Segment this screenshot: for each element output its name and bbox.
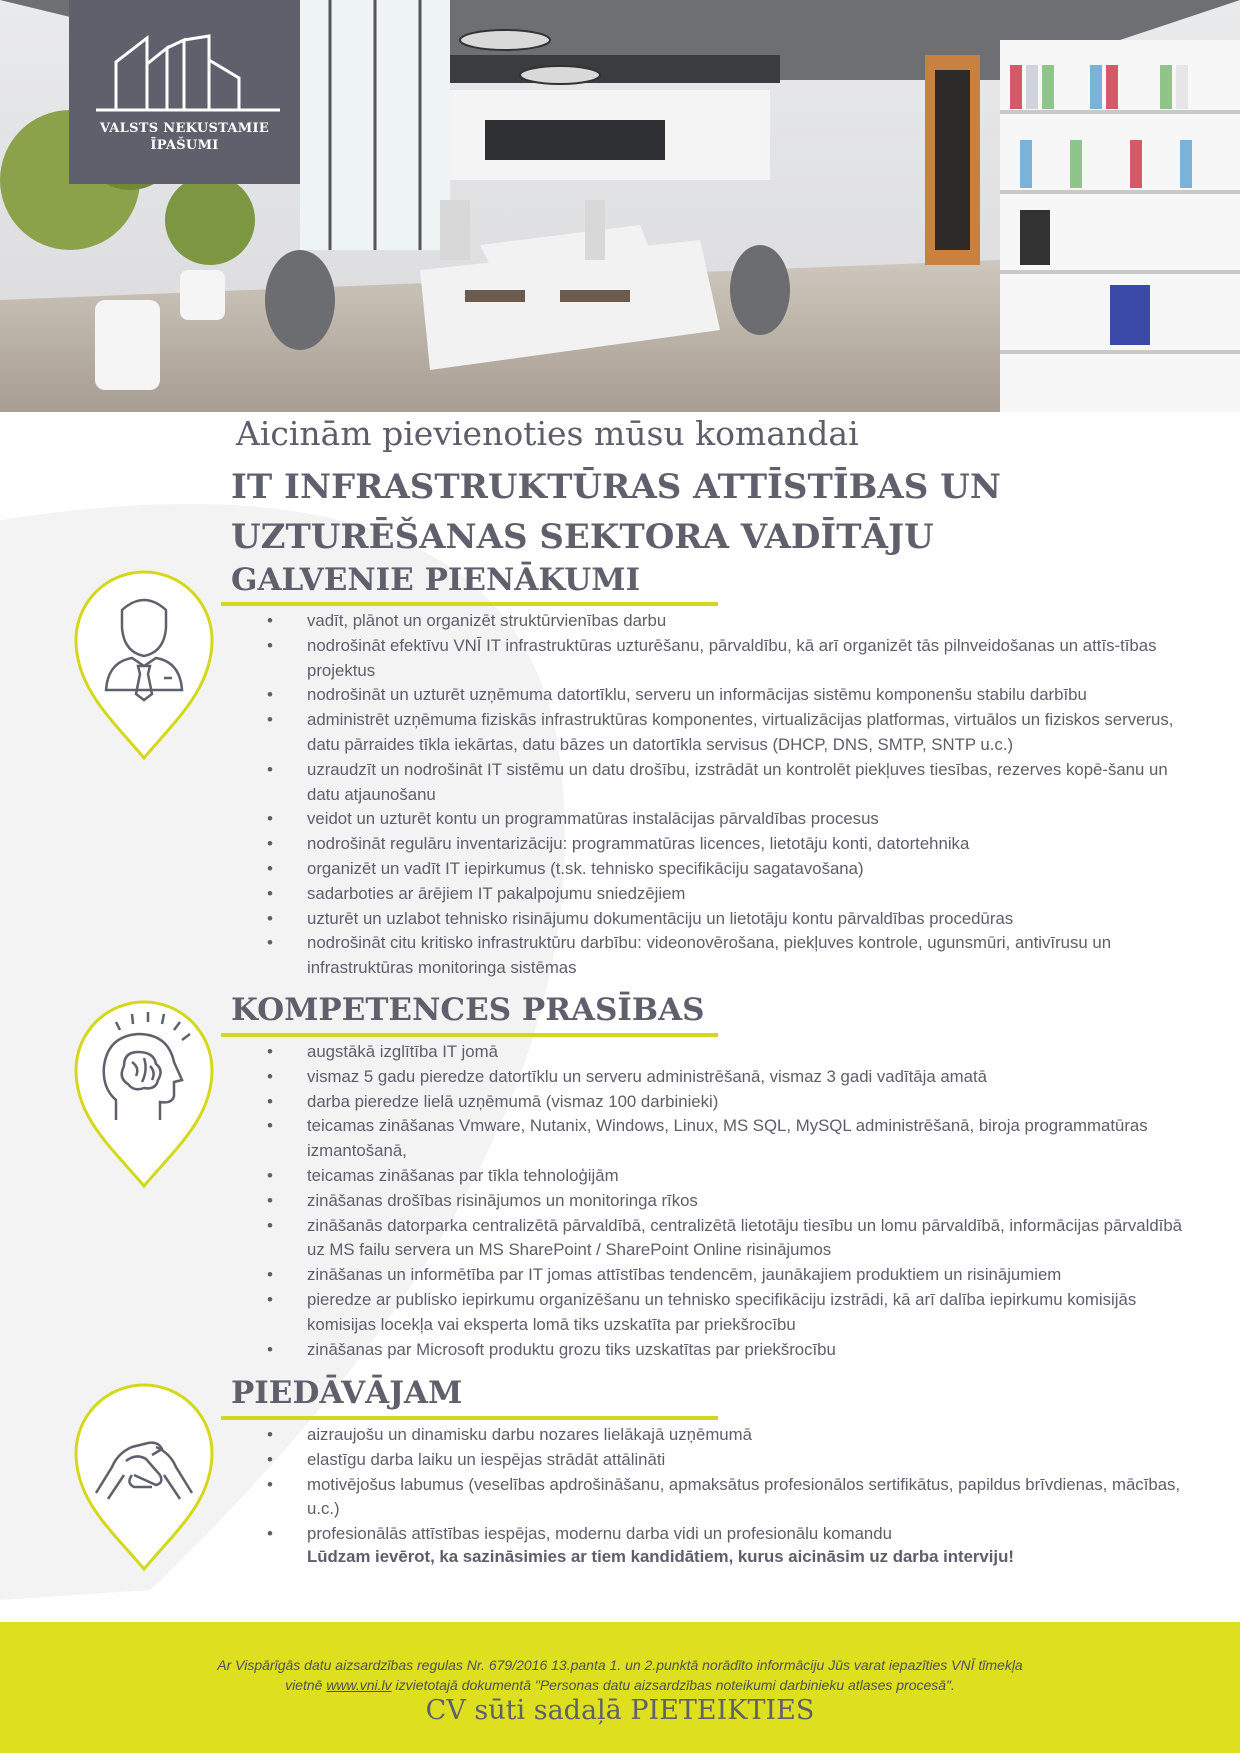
privacy-line-2-suffix: izvietotajā dokumentā "Personas datu aizsardzības noteikumi darbinieku atlases procesā". — [391, 1677, 955, 1693]
list-item: • nodrošināt efektīvu VNĪ IT infrastruktūras uzturēšanu, pārvaldību, kā arī organizēt tās pilnveidošanas un attīs-tības projektus — [307, 634, 1187, 684]
list-item: • teicamas zināšanas Vmware, Nutanix, Windows, Linux, MS SQL, MySQL administrēšanā, biroja programmatūras izmantošanā, — [307, 1114, 1187, 1164]
list-item: • administrēt uzņēmuma fiziskās infrastruktūras komponentes, virtualizācijas platformas, virtuālos un fiziskos serverus, datu pārraides tīkla iekārtas, datu bāzes un datortīkla servisus (DHCP, DNS, SMTP, SNTP u.c.) — [307, 708, 1187, 758]
list-item: • motivējošus labumus (veselības apdrošināšanu, apmaksātus profesionālos sertifikātus, papildus brīvdienas, mācības, u.c.) — [307, 1473, 1187, 1523]
list-item: • veidot un uzturēt kontu un programmatūras instalācijas pārvaldības procesus — [307, 807, 1187, 832]
offer-heading: PIEDĀVĀJAM — [231, 1375, 463, 1411]
list-item: • sadarboties ar ārējiem IT pakalpojumu sniedzējiem — [307, 882, 1187, 907]
list-item: • zināšanās datorparka centralizētā pārvaldībā, centralizētā lietotāju tiesību un lomu pārvaldībā, informācijas pārvaldībā uz MS failu servera un MS SharePoint / SharePoint Online risinājumos — [307, 1214, 1187, 1264]
list-item: • zināšanas drošības risinājumos un monitoringa rīkos — [307, 1189, 1187, 1214]
privacy-line-2 — [0, 1675, 1240, 1695]
list-item: • teicamas zināšanas par tīkla tehnoloģijām — [307, 1164, 1187, 1189]
competences-underline — [221, 1033, 718, 1037]
list-item: • darba pieredze lielā uzņēmumā (vismaz 100 darbinieki) — [307, 1090, 1187, 1115]
company-logo — [69, 0, 300, 184]
list-item: • nodrošināt regulāru inventarizāciju: programmatūras licences, lietotāju konti, datortehnika — [307, 832, 1187, 857]
list-item: • nodrošināt un uzturēt uzņēmuma datortīklu, serveru un informācijas sistēmu komponenšu stabilu darbību — [307, 683, 1187, 708]
privacy-line-2-prefix: vietnē — [285, 1677, 327, 1693]
privacy-line-1: Ar Vispārīgās datu aizsardzības regulas Nr. 679/2016 13.panta 1. un 2.punktā norādīto informāciju Jūs varat iepazīties VNĪ tīmekļa — [217, 1657, 1023, 1673]
logo-line-2: ĪPAŠUMI — [150, 138, 219, 153]
list-item: • zināšanas un informētība par IT jomas attīstības tendencēm, jaunākajiem produktiem un risinājumiem — [307, 1263, 1187, 1288]
footer — [0, 1622, 1240, 1753]
tagline: Aicinām pievienoties mūsu komandai — [236, 414, 859, 453]
list-item: • pieredze ar publisko iepirkumu organizēšanu un tehnisko specifikāciju izstrādi, kā arī dalība iepirkumu komisijās komisijas locekļa vai eksperta lomā tiks uzskatīta par priekšrocību — [307, 1288, 1187, 1338]
vni-website-link[interactable]: www.vni.lv — [326, 1677, 392, 1693]
logo-line-1: VALSTS NEKUSTAMIE — [99, 121, 270, 136]
logo-text — [69, 120, 300, 154]
duties-underline — [221, 602, 718, 606]
list-item: • nodrošināt citu kritisko infrastruktūru darbību: videonovērošana, piekļuves kontrole, ugunsmūri, antivīrusu un infrastruktūras monitoringa sistēmas — [307, 931, 1187, 981]
offer-underline — [221, 1416, 718, 1420]
person-tie-icon — [72, 570, 216, 760]
building-logo-icon — [69, 0, 300, 120]
list-item: • uzraudzīt un nodrošināt IT sistēmu un datu drošību, izstrādāt un kontrolēt piekļuves tiesības, rezerves kopē-šanu un datu atjaunošanu — [307, 758, 1187, 808]
list-item: • profesionālās attīstības iespējas, modernu darba vidi un profesionālu komandu — [307, 1522, 1187, 1547]
job-title-line-1: IT INFRASTRUKTŪRAS ATTĪSTĪBAS UN — [231, 467, 1001, 507]
job-title — [231, 462, 1001, 562]
hero-office-image — [0, 0, 1240, 412]
competences-heading: KOMPETENCES PRASĪBAS — [231, 992, 705, 1028]
offer-list — [307, 1423, 1187, 1547]
list-item: • vismaz 5 gadu pieredze datortīklu un serveru administrēšanā, vismaz 3 gadi vadītāja amatā — [307, 1065, 1187, 1090]
list-item: • organizēt un vadīt IT iepirkumus (t.sk. tehnisko specifikāciju sagatavošana) — [307, 857, 1187, 882]
list-item: • zināšanas par Microsoft produktu grozu tiks uzskatītas par priekšrocību — [307, 1338, 1187, 1363]
apply-call-to-action: CV sūti sadaļā PIETEIKTIES — [425, 1695, 815, 1726]
duties-heading: GALVENIE PIENĀKUMI — [231, 562, 641, 598]
privacy-notice — [0, 1655, 1240, 1695]
competences-list — [307, 1040, 1187, 1362]
duties-list — [307, 609, 1187, 981]
list-item: • augstākā izglītība IT jomā — [307, 1040, 1187, 1065]
head-brain-icon — [72, 1000, 216, 1190]
handshake-icon — [72, 1383, 216, 1573]
interview-note: Lūdzam ievērot, ka sazināsimies ar tiem kandidātiem, kurus aicināsim uz darba interviju! — [307, 1547, 1014, 1566]
list-item: • aizraujošu un dinamisku darbu nozares lielākajā uzņēmumā — [307, 1423, 1187, 1448]
list-item: • uzturēt un uzlabot tehnisko risinājumu dokumentāciju un lietotāju kontu pārvaldības procedūras — [307, 907, 1187, 932]
list-item: • vadīt, plānot un organizēt struktūrvienības darbu — [307, 609, 1187, 634]
job-title-line-2: UZTURĒŠANAS SEKTORA VADĪTĀJU — [231, 517, 934, 557]
list-item: • elastīgu darba laiku un iespējas strādāt attālināti — [307, 1448, 1187, 1473]
